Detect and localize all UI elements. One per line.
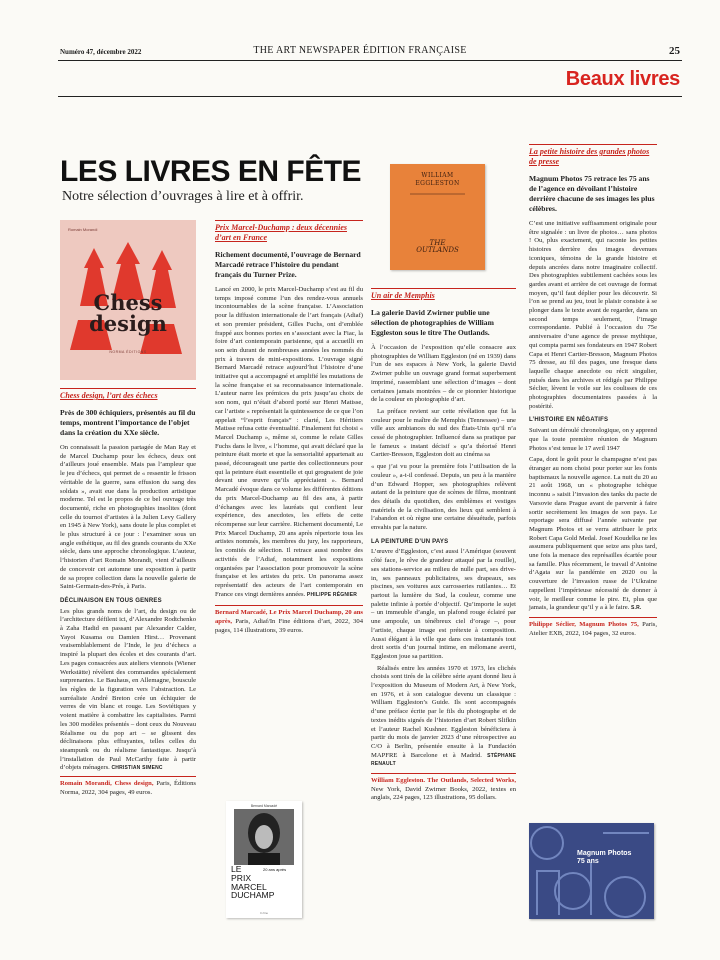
chess-credit: CHRISTIAN SIMENC: [111, 765, 163, 772]
magnum-lead: Magnum Photos 75 retrace les 75 ans de l’agence en dévoilant l’histoire derrière chacune de ses images les plus célèbres.: [529, 174, 655, 213]
eggleston-body-4: L’œuvre d’Eggleston, c’est aussi l’Amérique (souvent côté face, le rêve de grandeur attaqué par la rouille), ses stations-service au milieu de nulle part, ses drive-in, ses panneaux publicitaires, ses drapeaux, ses piscines, ses voitures aux carrosseries rutilantes… Et partout la lumière du Sud, la couleur, comme une palette infinie à portée d’objectif. Qu’importe le sujet – un immeuble d’angle, un plafond rouge éclairé par une ampoule, un ténébreux ciel d’orage –, pour l’artiste, chaque image est prétexte à composition. Aussi élégant à la ville que dans ces instantanés tout droit sortis d’un journal intime, en mélomane averti, Eggleston joue sa partition.: [371, 548, 516, 660]
magnum-biblio: Philippe Séclier, Magnum Photos 75, Paris, Atelier EXB, 2022, 104 pages, 32 euros.: [529, 617, 657, 638]
section-title: Beaux livres: [565, 68, 680, 90]
page-number: 25: [669, 45, 680, 57]
magnum-photos-cover: [529, 823, 654, 919]
chess-cover-title: Chess design: [89, 290, 167, 336]
column-magnum: [529, 144, 657, 638]
eggleston-body-3: « que j’ai vu pour la première fois l’utilisation de la couleur », a-t-il confessé. Depuis, un peu à la manière d’un Edward Hopper, ses photographies relèvent autant de la peinture que de scènes de films, montrant des détails du quotidien, des emblèmes et vestiges matériels de la civilisation, des lieux qui semblent à l’abandon et où règne une certaine désuétude, parfois envahis par la nature.: [371, 463, 516, 532]
section-rule: [58, 96, 682, 97]
chess-design-cover: [60, 220, 196, 380]
chess-body-1: On connaissait la passion partagée de Man Ray et de Marcel Duchamp pour les échecs, deux ont d’ailleurs joué ensemble. Mais pas l’ampleur que le jeu d’échecs, qui permet de « ressentir le frisson véritable de la guerre, sans effusion du sang des soldats », avait eue dans la production artistique moderne. Tel est le propos de ce bel ouvrage très documenté, riche en photographies insolites (dont celle du tournoi d’artistes à la Julien Levy Gallery en 1945 à New York), sans doute le plus complet et le plus structuré à ce jour : l’examiner sous un angle esthétique, au fil des grands courants du XXe siècle, dans une approche chronologique. L’auteur, l’historien d’art Romain Morandi, vient d’ailleurs de concevoir cet automne une exposition à partir de sa propre collection dans la nouvelle galerie de Saint-Germain-des-Prés, à Paris.: [60, 444, 196, 591]
column-prix-duchamp: [215, 220, 363, 635]
duchamp-credit: PHILIPPE RÉGNIER: [306, 591, 358, 598]
page-headline: LES LIVRES EN FÊTE: [60, 155, 362, 188]
duchamp-biblio: Bernard Marcadé, Le Prix Marcel Duchamp, 20 ans après, Paris, Adiaf/In Fine éditions d’art, 2022, 304 pages, 114 illustrations, 39 euros.: [215, 605, 363, 635]
magnum-kicker: La petite histoire des grandes photos de presse: [529, 144, 657, 167]
magnum-body-1: C’est une initiative suffisamment originale pour être signalée : un livre de photos… sans photos ! Ou, plus exactement, qui raconte les petites histoires derrière des images devenues iconiques, témoins de la grande histoire et depuis ancrées dans notre imaginaire collectif. Des photographies subtilement cachées sous les gardes avant et arrière de cet ouvrage de format moyen, qu’il faut déplier pour les découvrir. Si l’on se prend au jeu, tout le plaisir consiste à se plonger dans le texte avant de regarder, dans un second temps seulement, l’image correspondante. Publié à l’occasion du 75e anniversaire d’une agence de presse mythique, qui compta parmi ses fondateurs en 1947 Robert Capa et Henri Cartier-Bresson, Magnum Photos 75 dresse, au fil des pages, une fresque dans laquelle chaque anecdote ou récit singulier, puisés dans les archives et rédigés par Philippe Séclier, lèvent le voile sur les coulisses de ces photographies documentaires passées à la postérité.: [529, 220, 657, 410]
eggleston-biblio: William Eggleston. The Outlands, Selected Works, New York, David Zwirner Books, 2022, textes en anglais, 224 pages, 123 illustrations, 95 dollars.: [371, 773, 516, 803]
prix-cover-years: 20 ans après: [263, 867, 287, 872]
eggleston-kicker: Un air de Memphis: [371, 288, 516, 301]
eggleston-cover-rule: [390, 164, 485, 270]
eggleston-subhead: LA PEINTURE D’UN PAYS: [371, 538, 449, 545]
magnum-cover-title: Magnum Photos 75 ans: [577, 850, 632, 865]
portrait-photo: [226, 809, 302, 869]
chess-kicker: Chess design, l’art des échecs: [60, 388, 196, 401]
magnum-cover-graphic: [529, 823, 654, 919]
prix-cover-title: LE PRIX MARCEL DUCHAMP: [231, 864, 275, 901]
prix-duchamp-cover: [226, 801, 302, 918]
chess-lead: Près de 300 échiquiers, présentés au fil du temps, montrent l’importance de l’objet dans la création du XXe siècle.: [60, 408, 196, 437]
publication-title: THE ART NEWSPAPER ÉDITION FRANÇAISE: [253, 45, 467, 56]
issue-date: Numéro 47, décembre 2022: [60, 48, 142, 56]
eggleston-body-1: À l’occasion de l’exposition qu’elle consacre aux photographies de William Eggleston (né en 1939) dans l’un de ses espaces à New York, la galerie David Zwirner publie un ouvrage grand format superbement imprimé, rassemblant une sélection d’images – dont certaines jamais montrées – de ce pionnier historique de la couleur en photographie d’art.: [371, 344, 516, 404]
duchamp-kicker: Prix Marcel-Duchamp : deux décennies d’art en France: [215, 220, 363, 243]
eggleston-lead: La galerie David Zwirner publie une sélection de photographies de William Eggleston sous le titre The Outlands.: [371, 308, 494, 337]
prix-cover-author: Bernard Marcadé: [250, 804, 278, 808]
magnum-body-3: Capa, dont le goût pour le champagne n’est pas étranger au nom choisi pour porter sur les fonts baptismaux la nouvelle agence. La nuit du 20 au 21 août 1968, un « photographe tchèque inconnu » saisit l’invasion des tanks du pacte de Varsovie dans Prague avant de parvenir à faire sortir secrètement les images de son pays. Le reportage sera diffusé l’année suivante par Magnum Photos et se verra attribuer le prix Robert Capa Gold Medal. Josef Koudelka ne les assumera publiquement que seize ans plus tard, une fois la menace des représailles écartée pour sa famille. Plus récemment, le travail d’Antoine d’Agata sur la pandémie en 2020 ou la couverture de l’invasion russe de l’Ukraine rappellent l’impérieuse nécessité de donner à voir, le meilleur comme le pire. Et, plus que jamais, la grandeur qu’il y a à le faire. S.R.: [529, 456, 657, 612]
magnum-subhead: L’HISTOIRE EN NÉGATIFS: [529, 417, 609, 424]
chess-body-2: Les plus grands noms de l’art, du design ou de l’architecture défilent ici, d’Alexandre Rodtchenko à Zaha Hadid en passant par Alexander Calder, Yayoi Kusama ou Damien Hirst… Provenant vraisemblablement de l’Inde, le jeu d’échecs a inspiré la plupart des écoles et des courants d’art. Les pages consacrées aux ateliers viennois (Wiener Werkstätte) révèlent des commandes spécialement surprenantes. Le Bauhaus, en Allemagne, bouscule les règles de la figuration vers l’abstraction. Le surréaliste André Breton crée un échiquier de verres de vin blanc et rouge. Les Soviétiques y voient matière à combattre les capitalistes. Parmi les 300 modèles présentés – dont ceux du Nouveau Réalisme ou du pop art – se glissent des déclinaisons plus effrayantes, telles celles du steampunk ou du réalisme fantastique. Jusqu’à l’installation de Paul McCarthy faite à partir d’objets ménagers. CHRISTIAN SIMENC: [60, 607, 196, 772]
chess-cover-publisher: NORMA ÉDITIONS: [109, 350, 147, 354]
chess-biblio: Romain Morandi, Chess design, Paris, Éditions Norma, 2022, 304 pages, 49 euros.: [60, 776, 196, 797]
header-rule: [58, 60, 682, 61]
duchamp-lead: Richement documenté, l’ouvrage de Bernard Marcadé retrace l’histoire du pendant français du Turner Prize.: [215, 250, 361, 279]
eggleston-cover: [390, 164, 485, 270]
duchamp-body-1: Lancé en 2000, le prix Marcel-Duchamp s’est au fil du temps imposé comme l’un des rendez-vous annuels incontournables de la scène française. L’Association pour la diffusion internationale de l’art français (Adiaf) et son premier président, Gilles Fuchs, ont d’emblée frappé aux bonnes portes en s’associant avec la Fiac, la foire d’art contemporain parisienne, qui a accueilli en son sein durant de nombreuses années les nommés du prix à travers de mini-expositions. L’ouvrage signé Bernard Marcadé retrace aujourd’hui l’histoire d’une initiative qui a accompagné et amplifié les mutations de la scène française et sa reconnaissance internationale. L’auteur narre les prémices du prix jusqu’au choix de son nom, qui n’était d’abord porté sur Henri Matisse, car l’artiste « représentait la quintessence de ce que l’on appelait “l’esprit français” : clarté, Les Héritiers Matisse refusa cette éventualité. Finalement fut choisi « Marcel Duchamp », même si, comme le relate Gilles Fuchs dans le livre, « l’homme, qui avait déclaré que la peinture était morte et que la sensorialité appartenait au passé, décourageait une partie des collectionneurs pour qui la peinture était essentielle et qui grognaient de joie devant une œuvre qu’ils appréciaient ». Bernard Marcadé évoque dans ce volume les différentes éditions du prix Marcel-Duchamp au fil des ans, à partir d’échanges avec les lauréats qui confient leur expérience, des anecdotes, les effets de cette récompense sur leur carrière. Richement documenté, Le Prix Marcel Duchamp, 20 ans après répertorie tous les artistes nommés, les membres du jury, les rapporteurs, les comités de sélection. Il retrace aussi nombre des activités de l’Adiaf, notamment les expositions organisées par l’association pour promouvoir la scène française et les artistes du prix. Un panorama assez représentatif des acteurs de l’art contemporain en France ces vingt dernières années. PHILIPPE RÉGNIER: [215, 286, 363, 598]
chess-subhead: DÉCLINAISON EN TOUS GENRES: [60, 597, 162, 604]
eggleston-cover-author: WILLIAM EGGLESTON: [415, 172, 460, 187]
eggleston-cover-title: THE OUTLANDS: [416, 239, 459, 254]
prix-cover-publisher: In fine: [259, 911, 269, 915]
magnum-credit: S.R.: [630, 605, 642, 612]
page-standfirst: Notre sélection d’ouvrages à lire et à offrir.: [62, 189, 304, 204]
column-eggleston: [371, 288, 516, 803]
chess-cover-author: Romain Morandi: [68, 227, 98, 232]
magnum-body-2: Suivant un déroulé chronologique, on y apprend que la toute première réunion de Magnum Photos s’est tenue le 17 avril 1947: [529, 427, 657, 452]
eggleston-credit: STÉPHANE RENAULT: [371, 752, 516, 768]
column-chess-design: [60, 388, 196, 797]
eggleston-body-5: Réalisés entre les années 1970 et 1973, les clichés choisis sont tirés de la célèbre série ayant donné lieu à l’exposition du Museum of Modern Art, à New York, en 1976, et à son catalogue devenu un classique : William Eggleston’s Guide. Ils sont accompagnés d’une préface écrite par le fils du photographe et de textes inédits signés de l’historien d’art Robert Slifkin et l’auteur Rachel Kushner. Eggleston bénéficiera à partir du mois de janvier 2023 d’une rétrospective au C/O à Berlin, présentée ensuite à la Fundación MAPFRE à Barcelone et à Madrid. STÉPHANE RENAULT: [371, 664, 516, 768]
eggleston-body-2: La préface revient sur cette révélation que fut la couleur pour le maître de Memphis (Tennessee) – une ville aux ambiances du sud des États-Unis qu’il n’a cessé de photographier. Influencé dans sa pratique par le fameux « instant décisif » qu’a théorisé Henri Cartier-Bresson, Eggleston doit au cinéma sa: [371, 407, 516, 459]
